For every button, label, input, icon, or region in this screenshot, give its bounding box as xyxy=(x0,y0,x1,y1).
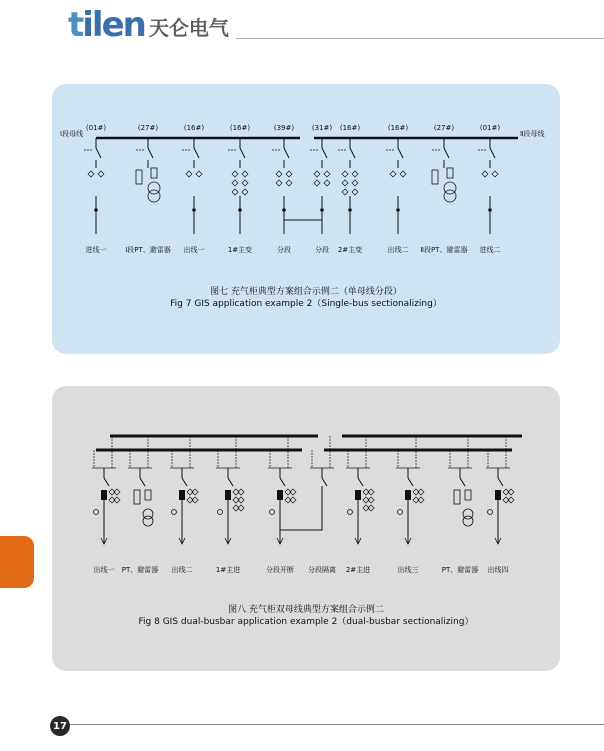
fig7-bay-code: (27#) xyxy=(433,124,455,132)
fig7-bay-code: (16#) xyxy=(183,124,205,132)
fig8-bay-in xyxy=(346,436,374,544)
logo-wordmark: tilen xyxy=(68,5,145,45)
fig8-bay-label: 分段隔离 xyxy=(308,566,336,574)
fig7-bay-label: 出线一 xyxy=(183,246,205,254)
fig8-bay-secb xyxy=(268,436,296,544)
fig8-section-tie xyxy=(280,526,322,530)
page-number: 17 xyxy=(50,716,70,736)
fig8-bay-label: PT、避雷器 xyxy=(441,566,479,574)
fig7-bay-label: 进线二 xyxy=(479,246,501,254)
fig7-bay-code: (01#) xyxy=(479,124,501,132)
fig7-bay-feed xyxy=(478,138,498,234)
fig7-bay-code: (31#) xyxy=(311,124,333,132)
fig7-bay-label: Ⅱ段PT、避雷器 xyxy=(420,246,468,254)
fig7-bay-pt xyxy=(136,138,160,202)
fig7-bay-trafo xyxy=(228,138,248,234)
fig7-bay-pt xyxy=(432,138,456,202)
fig7-bay-code: (01#) xyxy=(85,124,107,132)
fig8-bay-label: 出线四 xyxy=(487,566,509,574)
fig8-bay-in xyxy=(216,436,244,544)
logo-chinese-name: 天仑电气 xyxy=(148,16,229,40)
fig8-bay-label: 出线一 xyxy=(93,566,115,574)
fig7-bay-code: (16#) xyxy=(229,124,251,132)
fig8-bay-label: 分段开断 xyxy=(266,566,294,574)
fig7-right-bus-label: Ⅱ段母线 xyxy=(520,130,545,138)
fig8-bay-label: 出线三 xyxy=(397,566,419,574)
fig8-bay-label: 1#主进 xyxy=(215,566,241,574)
fig7-bay-feed xyxy=(84,138,104,234)
fig7-bay-label: 分段 xyxy=(277,246,291,254)
fig7-bay-label: 分段 xyxy=(315,246,329,254)
fig8-caption-en: Fig 8 GIS dual-busbar application example 2（dual-busbar sectionalizing） xyxy=(138,617,474,627)
section-tab xyxy=(0,536,34,588)
fig8-bay-label: PT、避雷器 xyxy=(121,566,159,574)
brand-logo xyxy=(68,5,229,45)
footer-divider xyxy=(58,724,604,725)
fig7-bay-label: 进线一 xyxy=(85,246,107,254)
fig7-panel xyxy=(52,84,560,354)
fig8-bay-out xyxy=(170,436,198,544)
fig8-bay-label: 出线二 xyxy=(171,566,193,574)
fig7-diagram xyxy=(52,84,560,354)
fig8-bay-label: 2#主进 xyxy=(345,566,371,574)
fig7-section-tie xyxy=(284,196,322,220)
header-divider xyxy=(236,38,604,39)
fig7-left-bus-label: Ⅰ段母线 xyxy=(60,130,84,138)
fig7-bay-code: (16#) xyxy=(387,124,409,132)
fig8-caption-cn: 图八 充气柜双母线典型方案组合示例二 xyxy=(228,605,384,615)
fig7-bay-label: Ⅰ段PT、避雷器 xyxy=(125,246,171,254)
fig7-bay-label: 2#主变 xyxy=(337,246,363,254)
fig7-caption-en: Fig 7 GIS application example 2（Single-bus sectionalizing） xyxy=(170,299,442,309)
fig8-panel xyxy=(52,386,560,671)
fig7-bay-code: (16#) xyxy=(339,124,361,132)
fig7-bay-trafo xyxy=(338,138,358,234)
fig7-bay-label: 1#主变 xyxy=(227,246,253,254)
fig7-bay-out xyxy=(386,138,406,234)
fig7-bay-out xyxy=(182,138,202,234)
fig7-bay-label: 出线二 xyxy=(387,246,409,254)
fig8-diagram xyxy=(52,386,560,671)
fig8-bay-out xyxy=(92,436,120,544)
fig7-bay-code: (39#) xyxy=(273,124,295,132)
page-header xyxy=(0,0,604,48)
fig8-bay-out xyxy=(396,436,424,544)
fig7-caption-cn: 图七 充气柜典型方案组合示例二（单母线分段） xyxy=(210,287,402,297)
fig8-bay-out xyxy=(486,436,514,544)
fig7-bay-code: (27#) xyxy=(137,124,159,132)
